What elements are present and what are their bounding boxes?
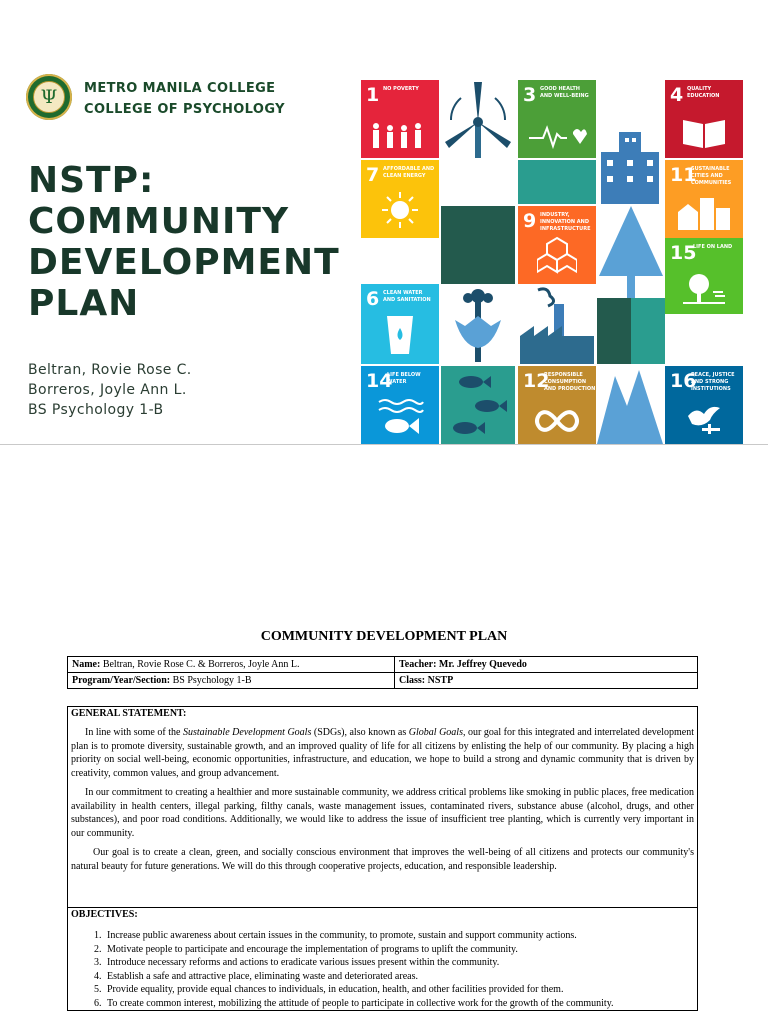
tree-icon bbox=[665, 272, 743, 310]
sdg-tile-6: 6 CLEAN WATER AND SANITATION bbox=[361, 284, 439, 364]
cover-divider bbox=[0, 444, 768, 445]
table-row bbox=[68, 657, 698, 673]
general-statement-section bbox=[67, 706, 698, 908]
sdg-tile-3: 3 GOOD HEALTH AND WELL-BEING bbox=[518, 80, 596, 158]
list-item: 2. Motivate people to participate and encourage the implementation of programs to uplift the community. bbox=[104, 943, 697, 957]
list-item: 3. Introduce necessary reforms and actions to eradicate various issues present within the community. bbox=[104, 956, 697, 970]
program-cell: Program/Year/Section: BS Psychology 1-B bbox=[68, 673, 395, 689]
cover-title: NSTP: COMMUNITY DEVELOPMENT PLAN bbox=[28, 160, 340, 324]
list-item: 6. To create common interest, mobilizing the attitude of people to participate in collective work for the growth of the community. bbox=[104, 997, 697, 1011]
fish-school-icon bbox=[441, 366, 515, 444]
cubes-icon bbox=[518, 236, 596, 280]
cover-page bbox=[0, 0, 768, 445]
general-statement-heading: GENERAL STATEMENT: bbox=[71, 708, 187, 719]
book-icon bbox=[665, 116, 743, 154]
sdg-tile-11: 11 SUSTAINABLE CITIES AND COMMUNITIES bbox=[665, 160, 743, 238]
list-item: 4. Establish a safe and attractive place, eliminating waste and deteriorated areas. bbox=[104, 970, 697, 984]
general-paragraph-2: In our commitment to creating a healthier and more sustainable community, we address critical problems like smoking in public places, free medication availability in health centers, illegal parking, filthy canals, waste management issues, contaminated rivers, substance abuse (alcohol, drugs, and other substances), and poor road conditions. Additionally, we would like to address the issue of insufficient tree planting, which is currently very important in our community. bbox=[71, 787, 694, 839]
list-item: 5. Provide equality, provide equal chances to individuals, in education, health, and other facilities provided for them. bbox=[104, 983, 697, 997]
sdg-tile-12: 12 RESPONSIBLE CONSUMPTION AND PRODUCTION bbox=[518, 366, 596, 444]
college-seal-logo bbox=[26, 74, 72, 120]
factory-tile bbox=[518, 286, 596, 364]
pine-tree-icon bbox=[597, 206, 665, 300]
fish-tile bbox=[441, 366, 515, 444]
flower-tile bbox=[441, 286, 515, 364]
objectives-section bbox=[67, 907, 698, 1011]
wind-turbine-tile bbox=[441, 80, 515, 158]
class-cell: Class: NSTP bbox=[395, 673, 698, 689]
list-item: 1. Increase public awareness about certain issues in the community, to promote, sustain and support community actions. bbox=[104, 929, 697, 943]
general-paragraph-3: Our goal is to create a clean, green, and socially conscious environment that improves the well-being of all citizens and protects our community's natural beauty for future generations. We will do this through cooperative projects, education, and responsible leadership. bbox=[71, 847, 694, 872]
dove-icon bbox=[665, 402, 743, 440]
mountain-tile bbox=[597, 366, 663, 444]
sdg-tile-9: 9 INDUSTRY, INNOVATION AND INFRASTRUCTURE bbox=[518, 206, 596, 284]
sdg-tile-1: 1 NO POVERTY bbox=[361, 80, 439, 158]
sdg-tile-7: 7 AFFORDABLE AND CLEAN ENERGY bbox=[361, 160, 439, 238]
building-tile bbox=[597, 132, 663, 204]
pine-tree-tile bbox=[597, 206, 665, 300]
wind-turbine-icon bbox=[441, 80, 515, 158]
heartbeat-icon bbox=[518, 122, 596, 154]
table-row bbox=[68, 673, 698, 689]
objectives-list bbox=[68, 929, 697, 1011]
family-icon bbox=[361, 122, 439, 154]
infinity-icon bbox=[518, 406, 596, 440]
cover-authors: Beltran, Rovie Rose C. Borreros, Joyle Ann L. BS Psychology 1-B bbox=[28, 362, 192, 418]
fish-icon bbox=[361, 396, 439, 440]
name-cell: Name: Beltran, Rovie Rose C. & Borreros, Joyle Ann L. bbox=[68, 657, 395, 673]
building-icon bbox=[597, 132, 663, 204]
objectives-heading: OBJECTIVES: bbox=[71, 909, 138, 920]
sdg-grid bbox=[361, 80, 743, 444]
teacher-cell: Teacher: Mr. Jeffrey Quevedo bbox=[395, 657, 698, 673]
mountain-icon bbox=[597, 366, 663, 444]
water-glass-icon bbox=[361, 314, 439, 360]
sun-icon bbox=[361, 190, 439, 234]
city-icon bbox=[665, 194, 743, 234]
general-paragraph-1: In line with some of the Sustainable Development Goals (SDGs), also known as Global Goals, our goal for this integrated and interrelated development plan is to promote diversity, sustainable growth, and an improved quality of life for all citizens by enlisting the help of our community. By placing a high priority on social well-being, economic opportunities, infrastructure, and education, we hope to build a strong and dynamic community that is driven by creativity, common values, and group advancement. bbox=[71, 727, 695, 779]
psi-icon: Ψ bbox=[40, 86, 58, 108]
sdg-tile-15: 15 LIFE ON LAND bbox=[665, 238, 743, 314]
sdg-tile-16: 16 PEACE, JUSTICE AND STRONG INSTITUTIONS bbox=[665, 366, 743, 444]
factory-icon bbox=[518, 286, 596, 364]
flower-icon bbox=[441, 286, 515, 364]
college-name: METRO MANILA COLLEGE COLLEGE OF PSYCHOLOGY bbox=[84, 81, 285, 117]
info-table bbox=[67, 656, 698, 689]
document-title: COMMUNITY DEVELOPMENT PLAN bbox=[260, 629, 508, 644]
sdg-tile-4: 4 QUALITY EDUCATION bbox=[665, 80, 743, 158]
sdg-tile-14: 14 LIFE BELOW WATER bbox=[361, 366, 439, 444]
